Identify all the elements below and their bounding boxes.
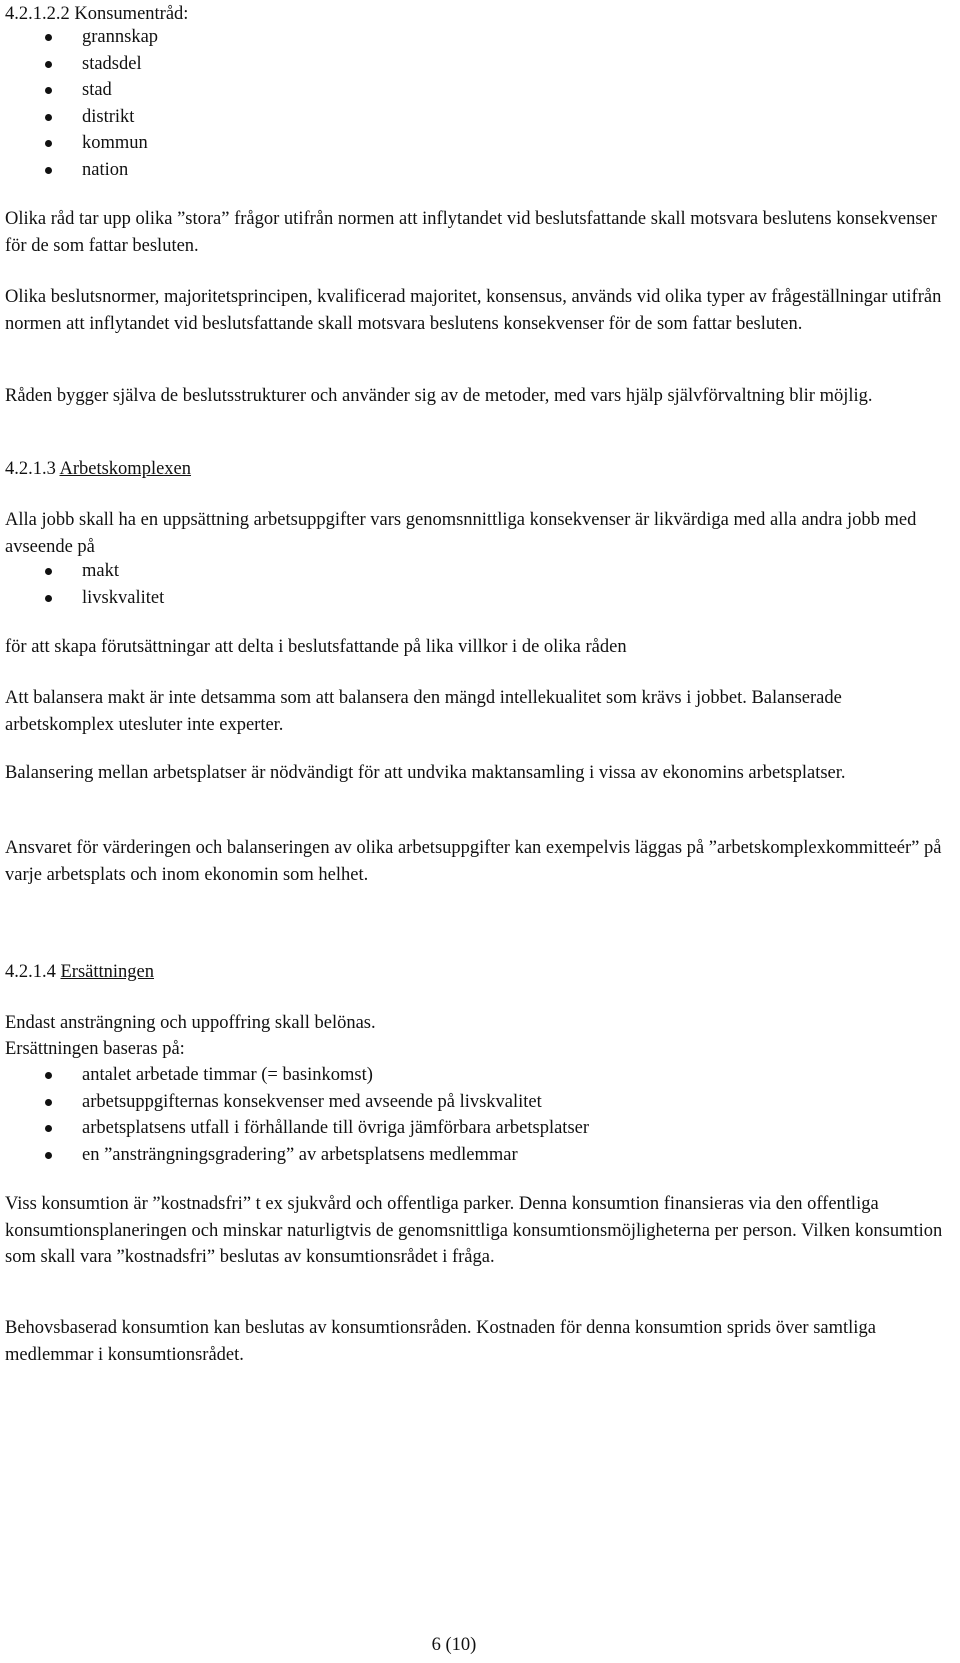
- list-item: livskvalitet: [0, 585, 164, 612]
- list-item: grannskap: [0, 24, 158, 51]
- paragraph: Råden bygger själva de beslutsstrukturer och använder sig av de metoder, med vars hjälp självförvaltning blir möjlig.: [5, 386, 873, 406]
- paragraph: Behovsbaserad konsumtion kan beslutas av konsumtionsråden. Kostnaden för denna konsumtion sprids över samtliga medlemmar i konsumtionsrådet.: [5, 1318, 876, 1365]
- paragraph: Balansering mellan arbetsplatser är nödvändigt för att undvika maktansamling i vissa av ekonomins arbetsplatser.: [5, 763, 846, 783]
- page-number: 6 (10): [431, 1635, 477, 1655]
- section-number: 4.2.1.3: [5, 459, 60, 479]
- list-item: stad: [0, 77, 158, 104]
- paragraph: Alla jobb skall ha en uppsättning arbetsuppgifter vars genomsnnittliga konsekvenser är likvärdiga med alla andra jobb med avseende på: [5, 510, 917, 557]
- list-item: distrikt: [0, 104, 158, 131]
- paragraph: Att balansera makt är inte detsamma som att balansera den mängd intellekualitet som krävs i jobbet. Balanserade arbetskomplex utesluter inte experter.: [5, 688, 842, 735]
- section-title: Arbetskomplexen: [59, 459, 192, 479]
- compensation-basis-list: [0, 1062, 589, 1168]
- list-item: arbetsuppgifternas konsekvenser med avseende på livskvalitet: [0, 1089, 589, 1116]
- list-item: en ”ansträngningsgradering” av arbetsplatsens medlemmar: [0, 1142, 589, 1169]
- list-item: arbetsplatsens utfall i förhållande till övriga jämförbara arbetsplatser: [0, 1115, 589, 1142]
- list-item: makt: [0, 558, 164, 585]
- list-item: antalet arbetade timmar (= basinkomst): [0, 1062, 589, 1089]
- balance-criteria-list: [0, 558, 164, 611]
- council-levels-list: [0, 24, 158, 183]
- paragraph: Viss konsumtion är ”kostnadsfri” t ex sjukvård och offentliga parker. Denna konsumtion finansieras via den offentliga konsumtionsplaneringen och minskar naturligtvis de genomsnittliga konsumtionsmöjligheterna per person. Vilken konsumtion som skall vara ”kostnadsfri” beslutas av konsumtionsrådet i fråga.: [5, 1194, 943, 1267]
- paragraph: för att skapa förutsättningar att delta i beslutsfattande på lika villkor i de olika råden: [5, 637, 627, 657]
- section-heading-konsumentrad: 4.2.1.2.2 Konsumentråd:: [5, 4, 189, 24]
- paragraph: Endast ansträngning och uppoffring skall belönas.: [5, 1013, 376, 1033]
- paragraph: Olika råd tar upp olika ”stora” frågor utifrån normen att inflytandet vid beslutsfattande skall motsvara beslutens konsekvenser för de som fattar besluten.: [5, 209, 937, 256]
- list-item: nation: [0, 157, 158, 184]
- paragraph: Ersättningen baseras på:: [5, 1039, 185, 1059]
- section-heading-arbetskomplexen: [5, 456, 191, 483]
- section-title: Ersättningen: [60, 962, 155, 982]
- list-item: stadsdel: [0, 51, 158, 78]
- list-item: kommun: [0, 130, 158, 157]
- section-heading-ersattningen: [5, 959, 154, 986]
- paragraph: Ansvaret för värderingen och balanseringen av olika arbetsuppgifter kan exempelvis läggas på ”arbetskomplexkommitteér” på varje arbetsplats och inom ekonomin som helhet.: [5, 838, 942, 885]
- paragraph: Olika beslutsnormer, majoritetsprincipen, kvalificerad majoritet, konsensus, används vid olika typer av frågeställningar utifrån normen att inflytandet vid beslutsfattande skall motsvara beslutens konsekvenser för de som fattar besluten.: [5, 287, 942, 334]
- section-number: 4.2.1.4: [5, 962, 61, 982]
